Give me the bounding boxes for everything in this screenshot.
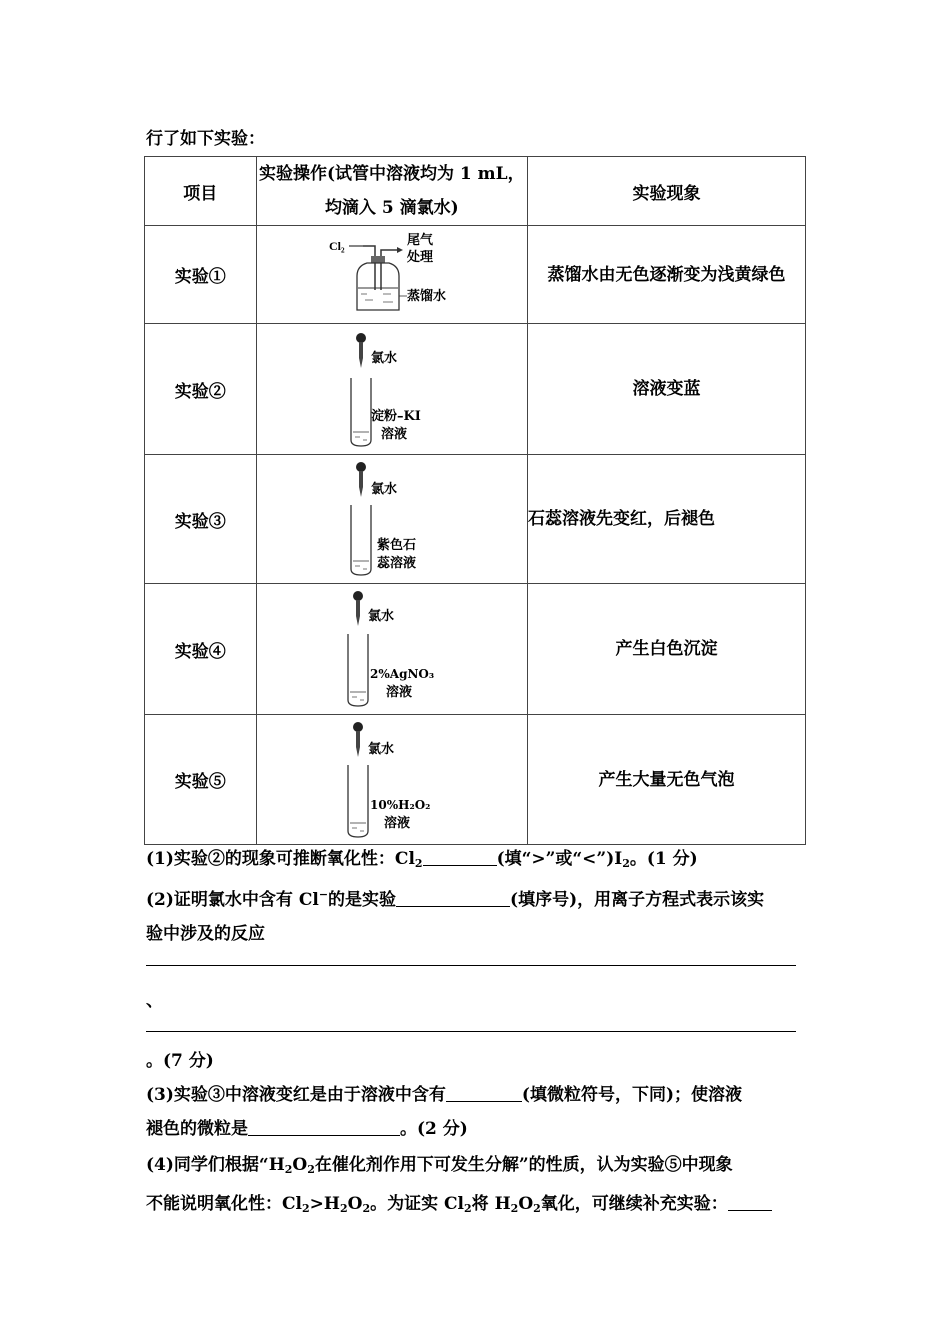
dropper-label: 氯水	[367, 741, 394, 757]
apparatus-figure	[256, 715, 527, 845]
apparatus-figure	[256, 324, 527, 455]
gas-bottle-figure	[327, 232, 457, 318]
row-phenomenon: 蒸馏水由无色逐渐变为浅黄绿色	[528, 226, 806, 324]
row-phenomenon: 产生大量无色气泡	[528, 715, 806, 845]
apparatus-figure	[256, 455, 527, 584]
header-phenomenon: 实验现象	[528, 157, 806, 226]
q4-sub: 2	[339, 1202, 348, 1215]
q2-text-a: (2)证明氯水中含有 Cl	[146, 890, 319, 910]
row-label: 实验②	[145, 324, 257, 455]
q3-text-b: (填微粒符号，下同)；使溶液	[521, 1085, 743, 1105]
table-row	[145, 226, 806, 324]
q4-text: O	[518, 1194, 534, 1214]
q4-text-b: 不能说明氧化性：Cl	[146, 1194, 302, 1214]
q4-sub: 2	[533, 1202, 541, 1215]
table-row	[145, 324, 806, 455]
row-phenomenon: 溶液变蓝	[528, 324, 806, 455]
q2-answer-line-2[interactable]	[146, 1031, 796, 1032]
q3-answer-blank-2[interactable]	[248, 1119, 400, 1136]
q4-text-a: (4)同学们根据“H	[146, 1155, 285, 1175]
solution-label-1: 2%AgNO₃	[369, 667, 434, 681]
solution-label-2: 溶液	[385, 685, 412, 700]
row-label: 实验③	[145, 455, 257, 584]
solution-label-1: 淀粉–KI	[370, 409, 421, 424]
gas-label: Cl₂	[328, 238, 345, 253]
solution-label-2: 蕊溶液	[376, 556, 416, 571]
q1-text-c: 。(1 分)	[629, 849, 698, 869]
test-tube-figure	[344, 588, 440, 710]
q4-sub: 2	[302, 1202, 310, 1215]
q4-sub: 2	[510, 1202, 519, 1215]
solution-label-1: 紫色石	[376, 538, 416, 553]
test-tube-figure	[347, 328, 437, 450]
header-operation: 实验操作(试管中溶液均为 1 mL，均滴入 5 滴氯水)	[256, 157, 527, 226]
question-2	[146, 878, 810, 951]
table-header-row	[145, 157, 806, 226]
row-phenomenon: 石蕊溶液先变红，后褪色	[528, 455, 806, 584]
q2-text-d: 验中涉及的反应	[146, 924, 265, 944]
q4-sub: 2	[284, 1163, 293, 1176]
row-phenomenon: 产生白色沉淀	[528, 584, 806, 715]
solution-label-1: 10%H₂O₂	[369, 797, 431, 812]
question-3	[146, 1078, 810, 1146]
dropper-label: 氯水	[370, 482, 397, 497]
q4-text: 。为证实 Cl	[370, 1194, 465, 1214]
test-tube-figure	[344, 719, 440, 841]
row-label: 实验⑤	[145, 715, 257, 845]
q1-sub-b: 2	[622, 857, 630, 870]
q4-sub: 2	[307, 1163, 315, 1176]
solution-label-2: 溶液	[380, 427, 407, 442]
q2-answer-blank[interactable]	[396, 890, 510, 907]
q2-text-b: 的是实验	[328, 890, 397, 910]
q4-answer-blank[interactable]	[728, 1194, 772, 1211]
liquid-label: 蒸馏水	[406, 288, 446, 304]
test-tube-figure	[347, 459, 437, 579]
q2-answer-line-1[interactable]	[146, 965, 796, 966]
dropper-label: 氯水	[370, 351, 397, 366]
table-row	[145, 584, 806, 715]
intro-text: 行了如下实验：	[146, 129, 265, 149]
row-label: 实验①	[145, 226, 257, 324]
header-item: 项目	[145, 157, 257, 226]
q4-text: O	[347, 1194, 363, 1214]
exhaust-label-1: 尾气	[406, 232, 433, 248]
table-row	[145, 455, 806, 584]
q4-text: >H	[309, 1194, 340, 1214]
q4-text: 在催化剂作用下可发生分解”的性质，认为实验⑤中现象	[314, 1155, 733, 1175]
apparatus-figure	[256, 584, 527, 715]
q1-answer-blank[interactable]	[423, 849, 497, 866]
q1-text-b: (填“>”或“<”)I	[496, 849, 623, 869]
row-label: 实验④	[145, 584, 257, 715]
exhaust-label-2: 处理	[406, 249, 433, 265]
q2-end: 。(7 分)	[146, 1051, 214, 1071]
q1-text-a: (1)实验②的现象可推断氧化性：Cl	[146, 849, 415, 869]
q2-separator: 、	[146, 991, 163, 1011]
q3-text-a: (3)实验③中溶液变红是由于溶液中含有	[146, 1085, 446, 1105]
q4-text: 将 H	[471, 1194, 511, 1214]
q1-sub-a: 2	[414, 857, 423, 870]
question-4	[146, 1148, 810, 1226]
q3-answer-blank-1[interactable]	[446, 1085, 522, 1102]
experiment-table	[144, 156, 806, 845]
q2-sup-a: −	[318, 888, 329, 901]
q2-text-c: (填序号)，用离子方程式表示该实	[510, 890, 765, 910]
q4-sub: 2	[362, 1202, 371, 1215]
q4-text: 氧化，可继续补充实验：	[540, 1194, 728, 1214]
solution-label-2: 溶液	[383, 815, 410, 831]
table-row	[145, 715, 806, 845]
q3-text-c: 褪色的微粒是	[146, 1119, 248, 1139]
question-1	[146, 842, 810, 881]
dropper-label: 氯水	[367, 609, 394, 624]
q4-sub: 2	[464, 1202, 472, 1215]
q3-text-d: 。(2 分)	[400, 1119, 468, 1139]
q4-text: O	[292, 1155, 308, 1175]
apparatus-figure	[256, 226, 527, 324]
